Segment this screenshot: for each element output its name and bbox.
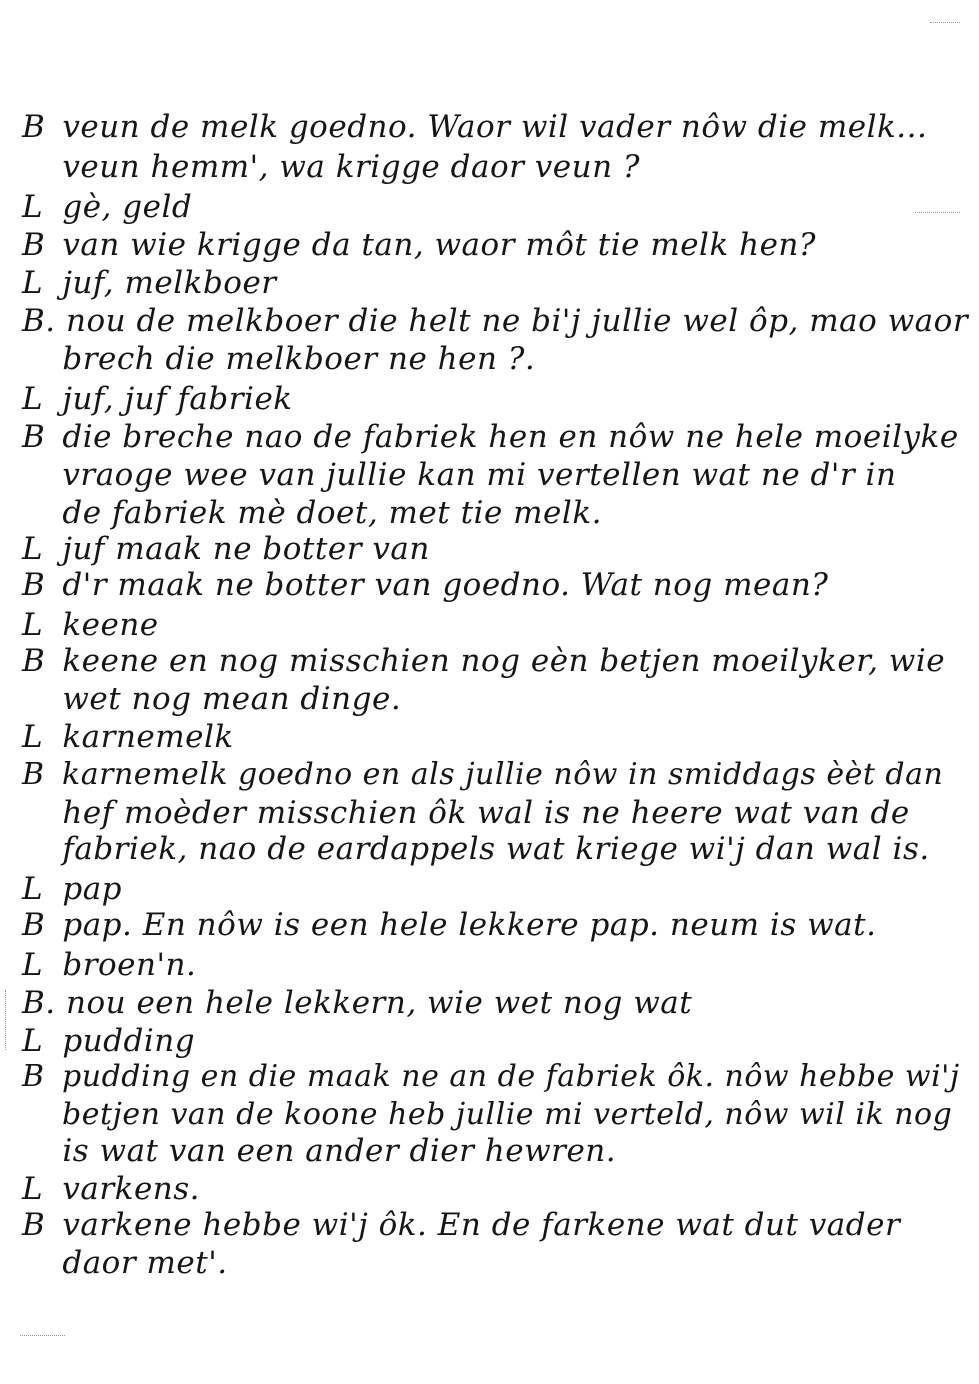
utterance-text: fabriek, nao de eardappels wat kriege wi'j dan wal is.: [62, 831, 930, 867]
transcript-line: [22, 1058, 960, 1096]
speaker-label: L: [22, 1171, 44, 1207]
transcript-line: [22, 830, 930, 868]
utterance-text: d'r maak ne botter van goedno. Wat nog mean?: [62, 567, 829, 603]
utterance-text: pudding en die maak ne an de fabriek ôk. nôw hebbe wi'j: [62, 1059, 960, 1094]
transcript-line: [22, 870, 122, 908]
transcript-line: [22, 1206, 900, 1244]
speaker-label: B: [22, 419, 46, 455]
speaker-label: B: [22, 1207, 46, 1243]
transcript-line: [22, 108, 927, 146]
transcript-line: [22, 606, 159, 644]
utterance-text: wet nog mean dinge.: [62, 681, 402, 717]
transcript-line: [22, 906, 876, 944]
speaker-label: B: [22, 109, 46, 145]
speaker-label: B: [22, 757, 45, 792]
utterance-text: pap: [62, 871, 123, 907]
utterance-text: broen'n.: [62, 947, 197, 983]
transcript-line: [22, 566, 828, 604]
speaker-label: B: [22, 643, 46, 679]
utterance-text: brech die melkboer ne hen ?.: [62, 341, 536, 377]
transcript-line: [22, 984, 692, 1022]
utterance-text: betjen van de koone heb jullie mi verteld, nôw wil ik nog: [62, 1097, 953, 1132]
speaker-label: B: [22, 567, 46, 603]
transcript-line: [22, 756, 943, 794]
right-dotted-mark: [915, 212, 960, 214]
transcript-line: [22, 1170, 200, 1208]
utterance-text: pap. En nôw is een hele lekkere pap. neum is wat.: [62, 907, 877, 943]
utterance-text: karnemelk: [62, 719, 234, 755]
transcript-line: [22, 794, 910, 832]
utterance-text: is wat van een ander dier hewren.: [62, 1133, 617, 1169]
utterance-text: veun hemm', wa krigge daor veun ?: [62, 149, 641, 185]
utterance-text: die breche nao de fabriek hen en nôw ne hele moeilyke: [62, 419, 959, 455]
utterance-text: nou de melkboer die helt ne bi'j jullie wel ôp, mao waor: [66, 303, 969, 339]
utterance-text: de fabriek mè doet, met tie melk.: [62, 495, 602, 531]
speaker-label: B.: [22, 985, 56, 1021]
transcript-line: [22, 264, 277, 302]
transcript-line: [22, 718, 234, 756]
transcript-line: [22, 1132, 616, 1170]
speaker-label: B: [22, 227, 46, 263]
speaker-label: L: [22, 531, 44, 567]
transcript-line: [22, 188, 192, 226]
utterance-text: hef moèder misschien ôk wal is ne heere wat van de: [62, 795, 910, 831]
transcript-line: [22, 680, 401, 718]
speaker-label: L: [22, 265, 44, 301]
transcript-line: [22, 642, 945, 680]
utterance-text: juf, juf fabriek: [62, 381, 293, 417]
utterance-text: veun de melk goedno. Waor wil vader nôw die melk...: [62, 109, 928, 145]
transcript-line: [22, 494, 602, 532]
utterance-text: juf maak ne botter van: [62, 531, 430, 567]
transcript-line: [22, 380, 293, 418]
speaker-label: B: [22, 907, 46, 943]
utterance-text: varkens.: [62, 1171, 201, 1207]
utterance-text: keene en nog misschien nog eèn betjen moeilyker, wie: [62, 643, 946, 679]
transcript-line: [22, 1022, 195, 1060]
transcript-line: [22, 946, 196, 984]
top-dotted-mark: [930, 22, 960, 24]
margin-mark: [5, 990, 7, 1050]
transcript-line: [22, 1244, 228, 1282]
speaker-label: L: [22, 719, 44, 755]
transcript-line: [22, 302, 968, 340]
utterance-text: daor met'.: [62, 1245, 228, 1281]
speaker-label: L: [22, 947, 44, 983]
transcript-line: [22, 456, 896, 494]
utterance-text: keene: [62, 607, 159, 643]
bottom-dotted-mark: [20, 1335, 65, 1337]
utterance-text: varkene hebbe wi'j ôk. En de farkene wat dut vader: [62, 1207, 901, 1243]
utterance-text: juf, melkboer: [62, 265, 277, 301]
transcript-line: [22, 148, 640, 186]
utterance-text: van wie krigge da tan, waor môt tie melk hen?: [62, 227, 817, 263]
speaker-label: L: [22, 871, 44, 907]
speaker-label: L: [22, 189, 44, 225]
speaker-label: L: [22, 381, 44, 417]
utterance-text: karnemelk goedno en als jullie nôw in smiddags èèt dan: [62, 757, 944, 792]
speaker-label: L: [22, 607, 44, 643]
speaker-label: B.: [22, 303, 56, 339]
transcript-line: [22, 226, 816, 264]
utterance-text: vraoge wee van jullie kan mi vertellen wat ne d'r in: [62, 457, 897, 493]
transcript-line: [22, 1096, 952, 1134]
utterance-text: pudding: [62, 1023, 196, 1059]
utterance-text: gè, geld: [62, 189, 193, 225]
transcript-line: [22, 418, 959, 456]
utterance-text: nou een hele lekkern, wie wet nog wat: [66, 985, 693, 1021]
speaker-label: B: [22, 1059, 45, 1094]
transcript-line: [22, 340, 535, 378]
transcript-line: [22, 530, 430, 568]
speaker-label: L: [22, 1023, 44, 1059]
